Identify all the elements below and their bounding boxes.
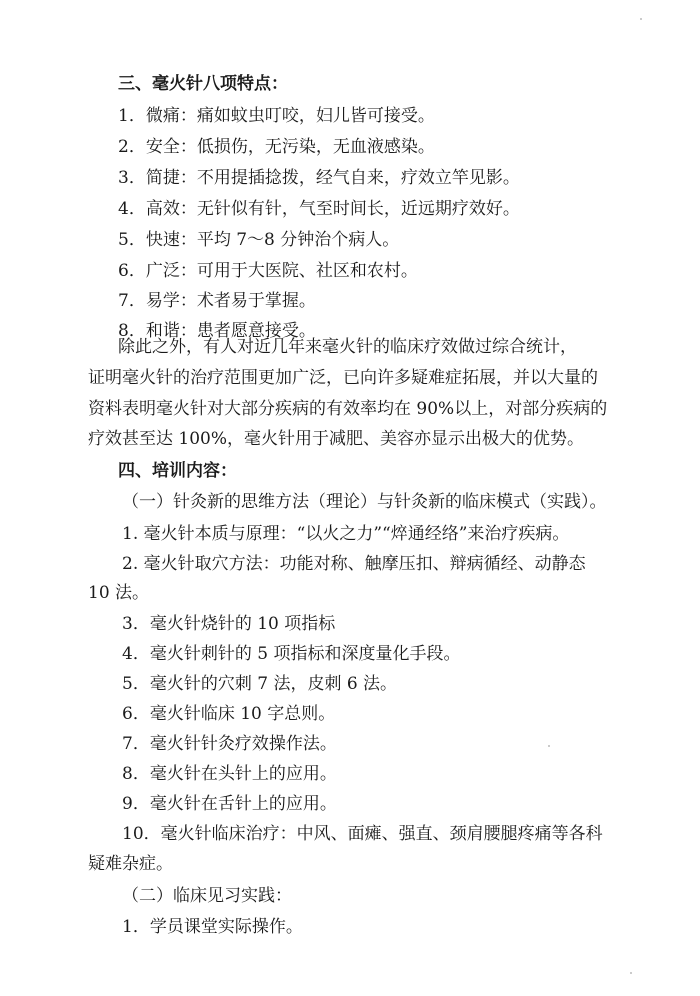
section3-item-7: 7．易学：术者易于掌握。 <box>118 291 316 311</box>
section4-item-1: 1. 毫火针本质与原理：“以火之力”“焠通经络”来治疗疾病。 <box>122 524 570 544</box>
section4-item-10-cont: 疑难杂症。 <box>88 854 173 874</box>
section4-item-7: 7．毫火针针灸疗效操作法。 <box>122 734 337 754</box>
section3-item-4: 4．高效：无针似有针，气至时间长，近远期疗效好。 <box>118 199 520 219</box>
section4-item-2-cont: 10 法。 <box>88 583 150 603</box>
scan-speck <box>630 972 632 974</box>
section3-paragraph-line-3: 资料表明毫火针对大部分疾病的有效率均在 90%以上，对部分疾病的 <box>88 399 608 419</box>
section3-item-2: 2．安全：低损伤，无污染，无血液感染。 <box>118 137 435 157</box>
section4-item-6: 6．毫火针临床 10 字总则。 <box>122 704 336 724</box>
scan-speck <box>640 18 642 20</box>
section3-paragraph-line-2: 证明毫火针的治疗范围更加广泛，已向许多疑难症拓展，并以大量的 <box>88 368 598 388</box>
section4-sub2: （二）临床见习实践： <box>122 886 292 906</box>
section4-item-8: 8．毫火针在头针上的应用。 <box>122 764 337 784</box>
scan-speck <box>548 745 550 747</box>
section4-heading: 四、培训内容： <box>118 461 237 481</box>
section3-item-5: 5．快速：平均 7～8 分钟治个病人。 <box>118 230 400 250</box>
section4-item-2: 2. 毫火针取穴方法：功能对称、触摩压扣、辩病循经、动静态 <box>122 554 586 574</box>
section4-item-10: 10．毫火针临床治疗：中风、面瘫、强直、颈肩腰腿疼痛等各科 <box>122 824 603 844</box>
section4-sub2-item-1: 1．学员课堂实际操作。 <box>122 917 303 937</box>
section3-item-8: 8．和谐：患者愿意接受。 <box>118 321 316 341</box>
section3-paragraph-line-1: 除此之外，有人对近几年来毫火针的临床疗效做过综合统计， <box>118 337 577 357</box>
section3-heading: 三、毫火针八项特点： <box>118 74 288 94</box>
section4-item-4: 4．毫火针刺针的 5 项指标和深度量化手段。 <box>122 644 461 664</box>
section4-item-9: 9．毫火针在舌针上的应用。 <box>122 794 337 814</box>
section4-sub1: （一）针灸新的思维方法（理论）与针灸新的临床模式（实践）。 <box>122 492 607 512</box>
section3-item-6: 6．广泛：可用于大医院、社区和农村。 <box>118 261 418 281</box>
section3-paragraph-line-4: 疗效甚至达 100%，毫火针用于减肥、美容亦显示出极大的优势。 <box>88 429 585 449</box>
section3-item-1: 1．微痛：痛如蚊虫叮咬，妇儿皆可接受。 <box>118 106 435 126</box>
section4-item-5: 5．毫火针的穴刺 7 法，皮刺 6 法。 <box>122 674 398 694</box>
section4-item-3: 3．毫火针烧针的 10 项指标 <box>122 614 336 634</box>
section3-item-3: 3．简捷：不用提插捻拨，经气自来，疗效立竿见影。 <box>118 168 520 188</box>
